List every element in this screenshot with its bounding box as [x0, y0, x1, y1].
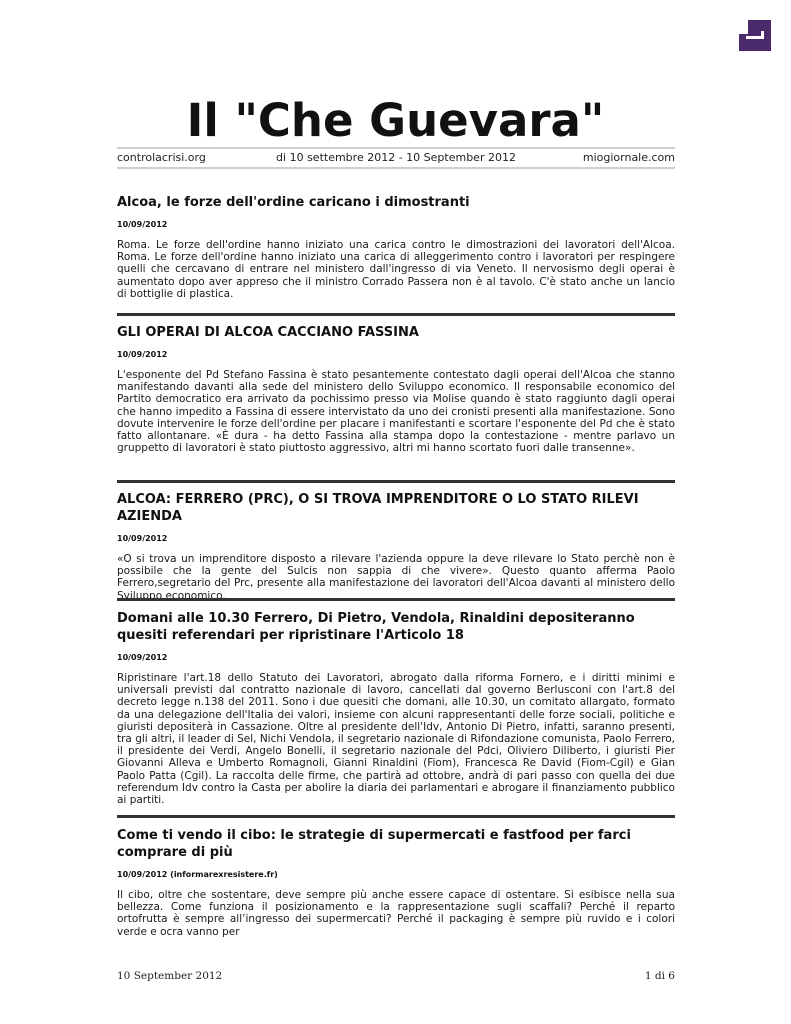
article	[117, 491, 675, 602]
source-right: miogiornale.com	[582, 151, 675, 164]
article-body: «O si trova un imprenditore disposto a rilevare l'azienda oppure la deve rilevare lo Stato perchè non è possibile che la gente del Sulcis non sappia di che vivere». Questo quanto afferma Paolo Ferrero,segretario del Prc, presente alla manifestazione dei lavoratori dell'Alcoa davanti al ministero dello Sviluppo economico.	[117, 553, 675, 602]
article	[117, 610, 675, 806]
article-body: Il cibo, oltre che sostentare, deve sempre più anche essere capace di ostentare. Si esibisce nella sua bellezza. Come funziona il posizionamento e la rappresentazione sugli scaffali? Perché il reparto ortofrutta è sempre all’ingresso dei supermercati? Perché il packaging è sempre più ruvido e i colori verde e ocra vanno per	[117, 889, 675, 938]
masthead-meta-bar	[117, 147, 675, 169]
source-left: controlacrisi.org	[117, 151, 206, 164]
article	[117, 194, 675, 300]
article-title: Domani alle 10.30 Ferrero, Di Pietro, Vendola, Rinaldini depositeranno quesiti referendari per ripristinare l'Articolo 18	[117, 611, 635, 643]
page-number: 1 di 6	[644, 970, 675, 982]
article-date: 10/09/2012	[117, 350, 168, 359]
article-title: Alcoa, le forze dell'ordine caricano i dimostranti	[117, 195, 470, 210]
article-divider	[117, 598, 675, 601]
article-body: L'esponente del Pd Stefano Fassina è stato pesantemente contestato dagli operai dell'Alcoa che stanno manifestando davanti alla sede del ministero dello Sviluppo economico. Il responsabile economico del Partito democratico era arrivato da pochissimo presso via Molise quando è stato raggiunto dagli operai che hanno impedito a Fassina di essere intervistato da uno dei cronisti presenti alla manifestazione. Sono dovute intervenire le forze dell'ordine per placare i manifestanti e scortare l'esponente del Pd che è stato fatto allontanare. «È dura - ha detto Fassina alla stampa dopo la contestazione - mentre parlavo un gruppetto di lavoratori è stato piuttosto aggressivo, altri mi hanno scortato fuori dalle transenne».	[117, 369, 675, 455]
article-date: 10/09/2012	[117, 653, 168, 662]
article-date: 10/09/2012	[117, 220, 168, 229]
page-title: Il "Che Guevara"	[186, 94, 605, 147]
article-body: Roma. Le forze dell'ordine hanno iniziato una carica contro le dimostrazioni dei lavoratori dell'Alcoa. Roma. Le forze dell'ordine hanno iniziato una carica di alleggerimento contro i lavoratori per respingere quelli che cercavano di entrare nel ministero dall'ingresso di via Veneto. Il nervosismo degli operai è aumentato dopo aver appreso che il ministro Corrado Passera non è al tavolo. C'è stato anche un lancio di bottiglie di plastica.	[117, 239, 675, 300]
article-divider	[117, 480, 675, 483]
article-title: ALCOA: FERRERO (PRC), O SI TROVA IMPRENDITORE O LO STATO RILEVI AZIENDA	[117, 492, 639, 524]
article-divider	[117, 313, 675, 316]
footer-date: 10 September 2012	[117, 970, 223, 982]
date-range: di 10 settembre 2012 - 10 September 2012	[276, 151, 516, 164]
article	[117, 827, 675, 938]
article-title: Come ti vendo il cibo: le strategie di supermercati e fastfood per farci comprare di più	[117, 828, 631, 860]
article-date: 10/09/2012 (informarexresistere.fr)	[117, 870, 278, 879]
article-date: 10/09/2012	[117, 534, 168, 543]
publisher-logo-icon	[739, 20, 771, 51]
article-title: GLI OPERAI DI ALCOA CACCIANO FASSINA	[117, 325, 419, 340]
article-body: Ripristinare l'art.18 dello Statuto dei Lavoratori, abrogato dalla riforma Fornero, e i diritti minimi e universali previsti dal contratto nazionale di lavoro, cancellati dal governo Berlusconi con l'art.8 del decreto legge n.138 del 2011. Sono i due quesiti che domani, alle 10.30, un comitato allargato, formato da una delegazione dell'Italia dei valori, insieme con alcuni rappresentanti delle forze sociali, politiche e giuristi depositerà in Cassazione. Oltre al presidente dell'Idv, Antonio Di Pietro, infatti, saranno presenti, tra gli altri, il leader di Sel, Nichi Vendola, il segretario nazionale di Rifondazione comunista, Paolo Ferrero, il presidente dei Verdi, Angelo Bonelli, il segretario nazionale del Pdci, Oliviero Diliberto, i giuristi Pier Giovanni Alleva e Umberto Romagnoli, Gianni Rinaldini (Fiom), Francesca Re David (Fiom-Cgil) e Gian Paolo Patta (Cgil). La raccolta delle firme, che partirà ad ottobre, andrà di pari passo con quella dei due referendum Idv contro la Casta per abolire la diaria dei parlamentari e abrogare il finanziamento pubblico ai partiti.	[117, 672, 675, 807]
article	[117, 324, 675, 454]
article-divider	[117, 815, 675, 818]
